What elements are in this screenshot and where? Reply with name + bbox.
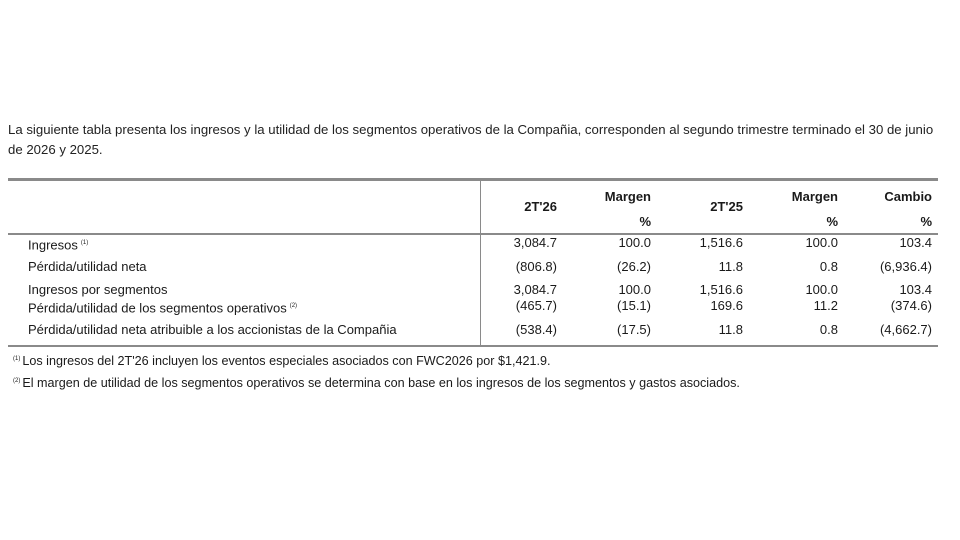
table-column-separator	[480, 178, 481, 347]
segments-table	[8, 178, 938, 348]
table-cell: (465.7)	[515, 298, 557, 313]
intro-paragraph: La siguiente tabla presenta los ingresos y la utilidad de los segmentos operativos de la Compañia, corresponden al segundo trimestre terminado el 30 de junio de 2026 y 2025.	[8, 122, 934, 157]
footnotes	[13, 349, 740, 393]
table-cell: 103.4	[899, 235, 932, 250]
table-cell: 169.6	[710, 298, 743, 313]
table-cell: 100.0	[805, 282, 838, 297]
table-cell: 100.0	[618, 282, 651, 297]
footnote-2: $^{(2)}$ El margen de utilidad de los segmentos operativos se determina con base en los ingresos de los segmentos y gastos asociados.	[13, 376, 740, 391]
table-row-label: Pérdida/utilidad neta	[28, 259, 147, 274]
table-row-label: Ingresos por segmentos	[28, 282, 168, 297]
header-2t25: 2T'25	[710, 199, 743, 214]
table-cell: 0.8	[819, 259, 838, 274]
header-margen-1: Margen	[604, 189, 651, 204]
table-cell: 11.8	[718, 259, 743, 274]
table-cell: (6,936.4)	[879, 259, 932, 274]
table-cell: (17.5)	[617, 322, 651, 337]
table-cell: 100.0	[618, 235, 651, 250]
table-row-label: Pérdida/utilidad neta atribuible a los accionistas de la Compañia	[28, 322, 397, 337]
table-row-label: Pérdida/utilidad de los segmentos operativos $^{(2)}$	[28, 300, 298, 316]
header-margen-2-pct: %	[826, 214, 838, 229]
header-margen-2: Margen	[791, 189, 838, 204]
table-bottom-rule	[8, 345, 938, 347]
footnote-ref: (1)	[80, 240, 89, 246]
footnote-1: $^{(1)}$ Los ingresos del 2T'26 incluyen los eventos especiales asociados con FWC2026 por $1,421.9.	[13, 354, 551, 369]
table-cell: (538.4)	[515, 322, 557, 337]
table-cell: 100.0	[805, 235, 838, 250]
table-cell: 11.8	[718, 322, 743, 337]
table-cell: 1,516.6	[699, 235, 743, 250]
header-cambio-pct: %	[920, 214, 932, 229]
footnote-ref: (2)	[289, 303, 298, 309]
table-row-label: Ingresos $^{(1)}$	[28, 237, 89, 253]
table-cell: 1,516.6	[699, 282, 743, 297]
header-margen-1-pct: %	[639, 214, 651, 229]
table-cell: (806.8)	[515, 259, 557, 274]
table-cell: (4,662.7)	[879, 322, 932, 337]
table-cell: 3,084.7	[513, 235, 557, 250]
table-cell: 0.8	[819, 322, 838, 337]
header-cambio: Cambio	[884, 189, 932, 204]
table-cell: (374.6)	[890, 298, 932, 313]
table-cell: 103.4	[899, 282, 932, 297]
table-cell: 11.2	[813, 298, 838, 313]
header-2t26: 2T'26	[524, 199, 557, 214]
table-cell: 3,084.7	[513, 282, 557, 297]
table-cell: (26.2)	[617, 259, 651, 274]
table-top-rule	[8, 178, 938, 181]
table-cell: (15.1)	[617, 298, 651, 313]
